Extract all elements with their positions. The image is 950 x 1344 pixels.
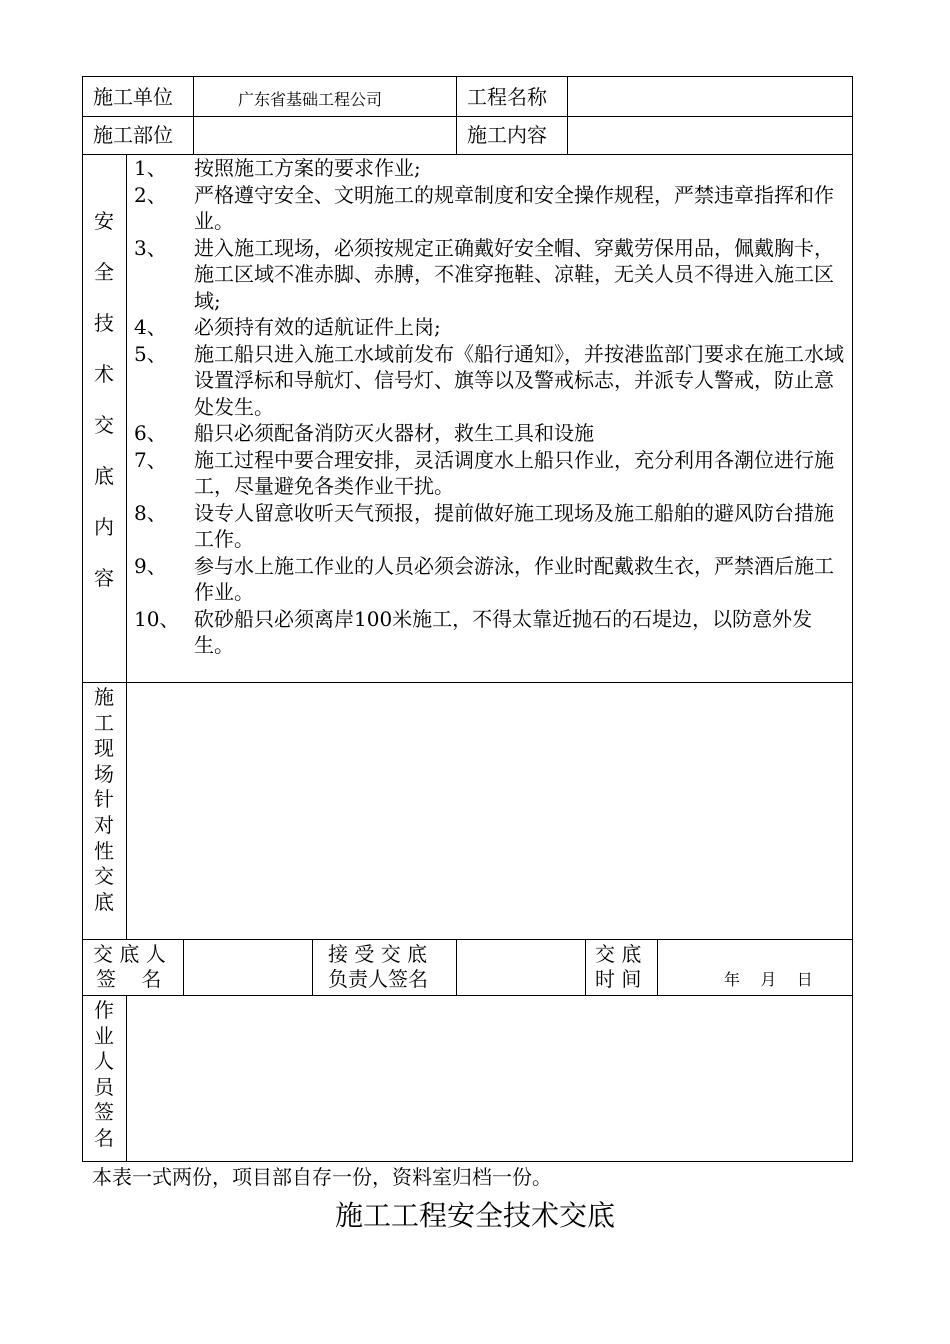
safety-item bbox=[134, 182, 846, 235]
header-col-divider-3 bbox=[567, 76, 568, 154]
safety-item bbox=[134, 235, 846, 315]
safety-item-text: 参与水上施工作业的人员必须会游泳，作业时配戴救生衣，严禁酒后施工作业。 bbox=[194, 553, 834, 604]
site-label-char: 性 bbox=[94, 838, 114, 863]
safety-item-text: 船只必须配备消防灭火器材，救生工具和设施 bbox=[194, 421, 594, 445]
header-col-divider-1 bbox=[193, 76, 194, 154]
table-border-right bbox=[852, 76, 853, 1162]
header-col-divider-2 bbox=[456, 76, 457, 154]
safety-item bbox=[134, 420, 846, 447]
site-section-label bbox=[89, 685, 119, 915]
project-name-value[interactable] bbox=[578, 85, 846, 111]
site-label-char: 场 bbox=[94, 761, 114, 786]
receiver-label-line1: 接 受 交 底 bbox=[328, 942, 428, 966]
table-border-left bbox=[82, 76, 83, 1162]
site-label-char: 底 bbox=[94, 889, 114, 914]
safety-item bbox=[134, 314, 846, 341]
receiver-label-line2: 负责人签名 bbox=[328, 967, 428, 991]
table-border-top bbox=[82, 76, 853, 77]
document-title: 施工工程安全技术交底 bbox=[334, 1199, 615, 1232]
site-label-char: 施 bbox=[94, 685, 114, 709]
workers-label-char: 名 bbox=[94, 1125, 114, 1150]
sig-col-divider-4 bbox=[585, 939, 586, 995]
row-divider-5 bbox=[82, 995, 853, 996]
construction-part-label: 施工部位 bbox=[93, 123, 173, 147]
workers-label-char: 作 bbox=[94, 998, 114, 1022]
workers-section-label bbox=[89, 998, 119, 1152]
workers-label-divider bbox=[126, 995, 127, 1161]
site-label-char: 现 bbox=[94, 736, 114, 761]
row-divider-1 bbox=[82, 116, 853, 117]
workers-label-char: 人 bbox=[94, 1049, 114, 1074]
safety-label-char: 术 bbox=[94, 362, 114, 386]
workers-signature-area[interactable] bbox=[134, 1003, 844, 1153]
safety-item-text: 按照施工方案的要求作业; bbox=[194, 156, 421, 180]
receiver-signature-field[interactable] bbox=[463, 953, 579, 979]
safety-item-number: 10、 bbox=[134, 606, 180, 631]
construction-content-label: 施工内容 bbox=[467, 123, 547, 147]
construction-content-value[interactable] bbox=[578, 123, 846, 149]
footnote: 本表一式两份，项目部自存一份，资料室归档一份。 bbox=[92, 1165, 552, 1189]
sig-col-divider-1 bbox=[183, 939, 184, 995]
site-label-divider bbox=[126, 682, 127, 939]
safety-item-number: 9、 bbox=[134, 553, 167, 578]
site-label-char: 针 bbox=[94, 787, 114, 812]
site-disclosure-content[interactable] bbox=[134, 690, 844, 930]
safety-item bbox=[134, 155, 846, 182]
safety-item-number: 7、 bbox=[134, 447, 167, 472]
safety-label-char: 底 bbox=[94, 464, 114, 488]
safety-item-number: 4、 bbox=[134, 315, 167, 339]
safety-item-number: 8、 bbox=[134, 500, 167, 525]
safety-item bbox=[134, 606, 846, 659]
safety-label-char: 安 bbox=[94, 209, 114, 233]
safety-item-number: 1、 bbox=[134, 156, 167, 180]
row-divider-3 bbox=[82, 682, 853, 683]
construction-unit-value[interactable]: 广东省基础工程公司 bbox=[238, 90, 383, 109]
site-label-char: 对 bbox=[94, 812, 114, 837]
safety-item-number: 2、 bbox=[134, 182, 167, 207]
safety-item-text: 施工过程中要合理安排，灵活调度水上船只作业，充分利用各潮位进行施工，尽量避免各类作业干扰。 bbox=[194, 447, 834, 498]
safety-item bbox=[134, 341, 846, 421]
date-field[interactable]: 年 月 日 bbox=[724, 970, 813, 989]
safety-item-text: 砍砂船只必须离岸100米施工，不得太靠近抛石的石堤边，以防意外发生。 bbox=[194, 606, 813, 657]
safety-item-text: 施工船只进入施工水域前发布《船行通知》，并按港监部门要求在施工水域设置浮标和导航灯、信号灯、旗等以及警戒标志，并派专人警戒，防止意处发生。 bbox=[194, 341, 844, 419]
safety-item-text: 严格遵守安全、文明施工的规章制度和安全操作规程，严禁违章指挥和作业。 bbox=[194, 182, 834, 233]
project-name-label: 工程名称 bbox=[467, 85, 547, 109]
row-divider-4 bbox=[82, 939, 853, 940]
safety-item bbox=[134, 500, 846, 553]
safety-label-char: 技 bbox=[94, 311, 114, 335]
time-label-line1: 交 底 bbox=[595, 942, 642, 966]
safety-label-char: 全 bbox=[94, 260, 114, 284]
safety-label-char: 交 bbox=[94, 413, 114, 437]
safety-item bbox=[134, 447, 846, 500]
table-border-bottom bbox=[82, 1161, 853, 1162]
discloser-label-line2: 签 名 bbox=[96, 967, 162, 991]
safety-label-divider bbox=[126, 154, 127, 682]
safety-item-text: 必须持有效的适航证件上岗; bbox=[194, 315, 441, 339]
safety-item-number: 3、 bbox=[134, 235, 167, 260]
safety-item-number: 5、 bbox=[134, 341, 167, 366]
safety-label-char: 内 bbox=[94, 515, 114, 539]
site-label-char: 工 bbox=[94, 710, 114, 735]
safety-label-char: 容 bbox=[94, 566, 114, 590]
discloser-label-line1: 交 底 人 bbox=[93, 942, 166, 966]
workers-label-char: 业 bbox=[94, 1023, 114, 1048]
safety-item bbox=[134, 553, 846, 606]
time-label-line2: 时 间 bbox=[595, 967, 642, 991]
safety-section-label bbox=[89, 209, 119, 617]
safety-item-text: 设专人留意收听天气预报，提前做好施工现场及施工船舶的避风防台措施工作。 bbox=[194, 500, 834, 551]
safety-item-text: 进入施工现场，必须按规定正确戴好安全帽、穿戴劳保用品，佩戴胸卡，施工区域不准赤脚、赤膊，不准穿拖鞋、凉鞋，无关人员不得进入施工区域; bbox=[194, 235, 834, 313]
safety-item-number: 6、 bbox=[134, 421, 167, 445]
construction-part-value[interactable] bbox=[204, 123, 449, 149]
workers-label-char: 员 bbox=[94, 1074, 114, 1099]
sig-col-divider-2 bbox=[312, 939, 313, 995]
safety-items-list bbox=[134, 155, 846, 659]
workers-label-char: 签 bbox=[94, 1100, 114, 1125]
site-label-char: 交 bbox=[94, 864, 114, 889]
sig-col-divider-5 bbox=[657, 939, 658, 995]
discloser-signature-field[interactable] bbox=[190, 953, 306, 979]
construction-unit-label: 施工单位 bbox=[93, 85, 173, 109]
sig-col-divider-3 bbox=[456, 939, 457, 995]
